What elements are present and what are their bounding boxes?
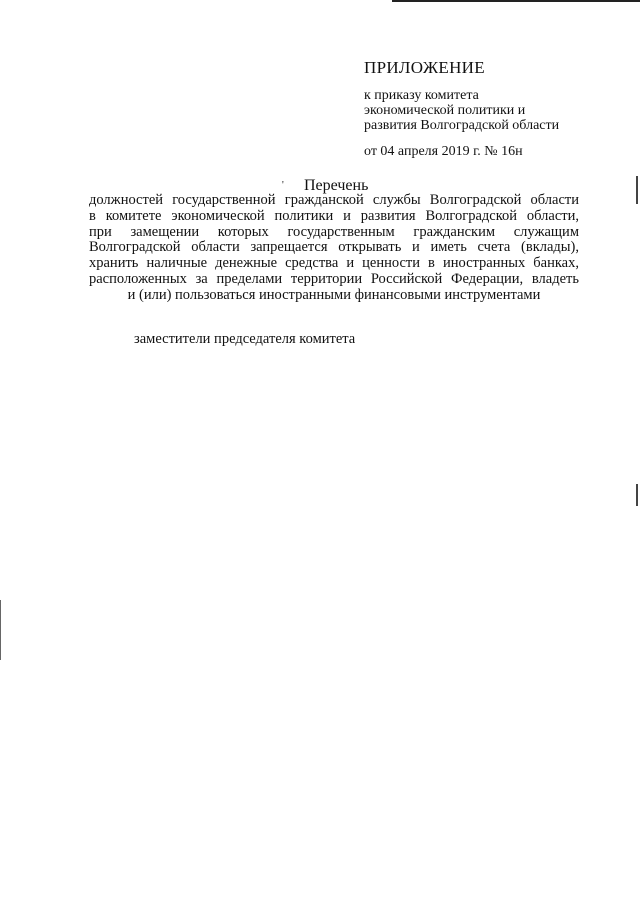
scan-edge-artifact: [0, 600, 1, 660]
scan-edge-artifact: [636, 176, 638, 204]
description-line: Волгоградской области запрещается открывать и иметь счета (вклады),: [89, 239, 579, 256]
appendix-date-line: от 04 апреля 2019 г. № 16н: [364, 144, 523, 159]
description-line: хранить наличные денежные средства и ценности в иностранных банках,: [89, 255, 579, 272]
approval-block: [364, 58, 624, 160]
description-line: должностей государственной гражданской службы Волгоградской области: [89, 192, 579, 208]
appendix-title: ПРИЛОЖЕНИЕ: [364, 58, 485, 77]
appendix-order-line: к приказу комитета: [364, 88, 479, 103]
description-line: в комитете экономической политики и развития Волгоградской области,: [89, 207, 579, 224]
appendix-region-line: развития Волгоградской области: [364, 118, 560, 133]
scan-edge-artifact: [392, 0, 640, 2]
description-line: при замещении которых государственным гражданским служащим: [89, 223, 579, 240]
position-item: заместители председателя комитета: [134, 331, 356, 347]
description-line: расположенных за пределами территории Российской Федерации, владеть: [89, 270, 579, 287]
list-description: [89, 193, 579, 304]
scan-edge-artifact: [636, 484, 638, 506]
description-line: и (или) пользоваться иностранными финансовыми инструментами: [127, 286, 541, 303]
appendix-committee-line: экономической политики и: [364, 103, 526, 118]
list-title: Перечень: [304, 177, 369, 194]
scan-tick-mark: ': [282, 180, 284, 191]
